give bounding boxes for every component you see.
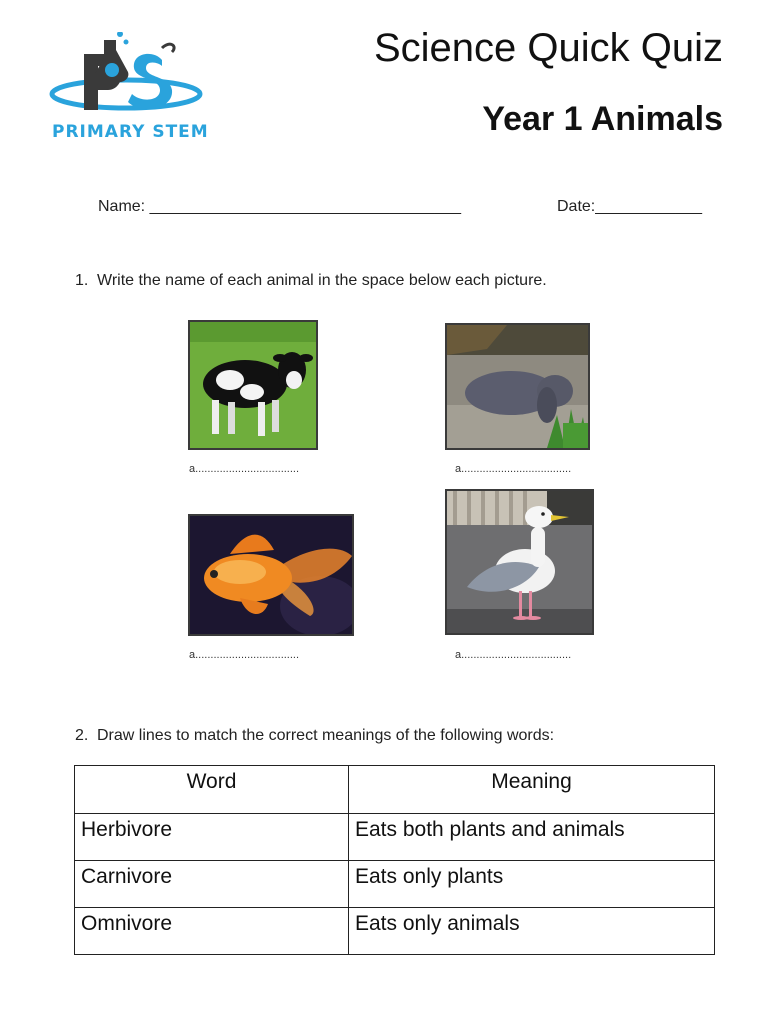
goldfish-picture <box>188 514 354 636</box>
meaning-cell[interactable]: Eats only animals <box>349 908 715 955</box>
primary-stem-logo <box>44 32 209 150</box>
matching-table <box>74 765 715 955</box>
meaning-cell[interactable]: Eats only plants <box>349 861 715 908</box>
question-2 <box>75 727 554 745</box>
cow-picture <box>188 320 318 450</box>
rabbit-picture <box>445 323 590 450</box>
goldfish-answer-line[interactable]: a.................................. <box>189 649 300 661</box>
table-row <box>75 861 715 908</box>
table-header-row <box>75 766 715 814</box>
logo-graphic <box>44 32 204 122</box>
seagull-answer-line[interactable]: a.................................... <box>455 649 572 661</box>
header-meaning: Meaning <box>349 766 715 814</box>
word-cell[interactable]: Omnivore <box>75 908 349 955</box>
seagull-picture <box>445 489 594 635</box>
page-subtitle: Year 1 Animals <box>482 100 723 138</box>
table-row <box>75 814 715 861</box>
meaning-cell[interactable]: Eats both plants and animals <box>349 814 715 861</box>
word-cell[interactable]: Herbivore <box>75 814 349 861</box>
name-field[interactable]: Name: ___________________________________ <box>98 198 462 215</box>
logo-text: PRIMARY STEM <box>52 122 209 142</box>
question-2-text: Draw lines to match the correct meanings of the following words: <box>97 727 555 744</box>
cow-answer-line[interactable]: a.................................. <box>189 463 300 475</box>
rabbit-answer-line[interactable]: a.................................... <box>455 463 572 475</box>
question-1-text: Write the name of each animal in the space below each picture. <box>97 272 547 289</box>
word-cell[interactable]: Carnivore <box>75 861 349 908</box>
question-2-number: 2. <box>75 727 89 744</box>
date-field[interactable]: Date:____________ <box>557 198 703 215</box>
orbit-icon <box>52 80 200 108</box>
table-row <box>75 908 715 955</box>
header-word: Word <box>75 766 349 814</box>
question-1-number: 1. <box>75 272 89 289</box>
page-title: Science Quick Quiz <box>373 26 723 70</box>
question-1 <box>75 272 547 290</box>
